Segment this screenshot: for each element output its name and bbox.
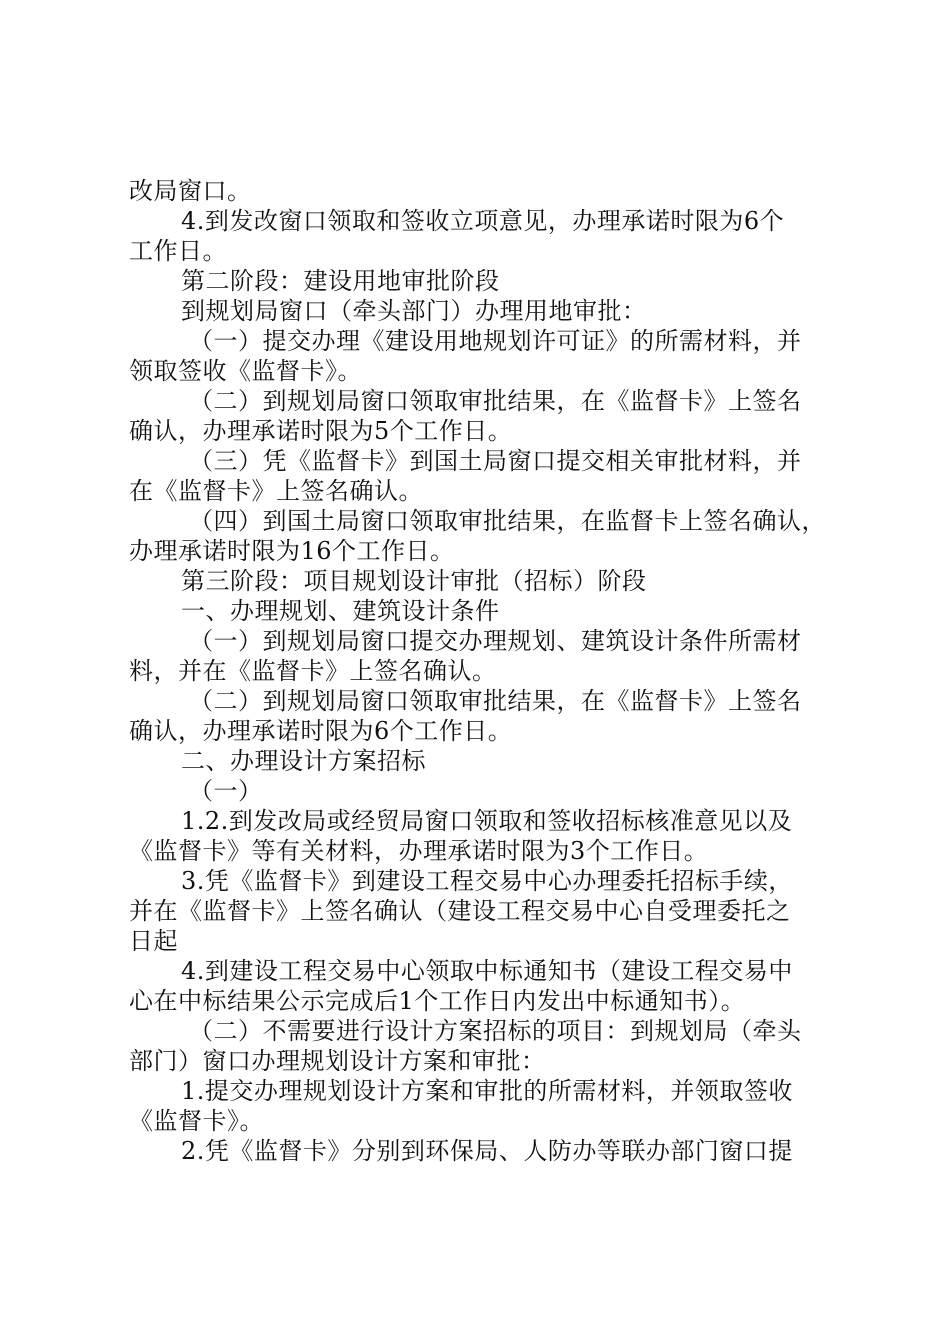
paragraph-line: 日起 bbox=[129, 927, 178, 955]
paragraph-line: （二）到规划局窗口领取审批结果，在《监督卡》上签名 bbox=[189, 687, 802, 715]
paragraph-line: 工作日。 bbox=[129, 237, 227, 265]
paragraph-line: （一）提交办理《建设用地规划许可证》的所需材料，并 bbox=[189, 327, 802, 355]
subsection-heading: 二、办理设计方案招标 bbox=[181, 747, 426, 775]
paragraph-line: 办理承诺时限为16个工作日。 bbox=[129, 537, 455, 565]
paragraph-line: （一）到规划局窗口提交办理规划、建筑设计条件所需材 bbox=[189, 627, 802, 655]
paragraph-line: （二）不需要进行设计方案招标的项目：到规划局（牵头 bbox=[189, 1017, 802, 1045]
paragraph-line: 4.到发改窗口领取和签收立项意见，办理承诺时限为6个 bbox=[181, 207, 785, 235]
paragraph-line: 改局窗口。 bbox=[129, 177, 252, 205]
paragraph-line: 部门）窗口办理规划设计方案和审批： bbox=[129, 1047, 546, 1075]
section-heading: 第三阶段：项目规划设计审批（招标）阶段 bbox=[181, 567, 647, 595]
paragraph-line: 4.到建设工程交易中心领取中标通知书（建设工程交易中 bbox=[181, 957, 793, 985]
paragraph-line: （一） bbox=[189, 777, 263, 805]
paragraph-line: 1.提交办理规划设计方案和审批的所需材料，并领取签收 bbox=[181, 1077, 793, 1105]
paragraph-line: 并在《监督卡》上签名确认（建设工程交易中心自受理委托之 bbox=[129, 897, 791, 925]
paragraph-line: 到规划局窗口（牵头部门）办理用地审批： bbox=[181, 297, 647, 325]
paragraph-line: 领取签收《监督卡》。 bbox=[129, 357, 362, 385]
paragraph-line: 确认，办理承诺时限为6个工作日。 bbox=[129, 717, 513, 745]
paragraph-line: （二）到规划局窗口领取审批结果，在《监督卡》上签名 bbox=[189, 387, 802, 415]
document-body bbox=[129, 176, 834, 1166]
paragraph-line: （四）到国土局窗口领取审批结果，在监督卡上签名确认， bbox=[189, 507, 826, 535]
paragraph-line: 心在中标结果公示完成后1个工作日内发出中标通知书）。 bbox=[129, 987, 746, 1015]
paragraph-line: 3.凭《监督卡》到建设工程交易中心办理委托招标手续， bbox=[181, 867, 793, 895]
subsection-heading: 一、办理规划、建筑设计条件 bbox=[181, 597, 500, 625]
paragraph-line: 《监督卡》。 bbox=[129, 1107, 264, 1135]
section-heading: 第二阶段：建设用地审批阶段 bbox=[181, 267, 500, 295]
paragraph-line: 《监督卡》等有关材料，办理承诺时限为3个工作日。 bbox=[129, 837, 709, 865]
paragraph-line: 确认，办理承诺时限为5个工作日。 bbox=[129, 417, 513, 445]
paragraph-line: 1.2.到发改局或经贸局窗口领取和签收招标核准意见以及 bbox=[181, 807, 793, 835]
paragraph-line: 2.凭《监督卡》分别到环保局、人防办等联办部门窗口提 bbox=[181, 1137, 793, 1165]
paragraph-line: 在《监督卡》上签名确认。 bbox=[129, 477, 423, 505]
paragraph-line: 料，并在《监督卡》上签名确认。 bbox=[129, 657, 497, 685]
paragraph-line: （三）凭《监督卡》到国土局窗口提交相关审批材料，并 bbox=[189, 447, 802, 475]
